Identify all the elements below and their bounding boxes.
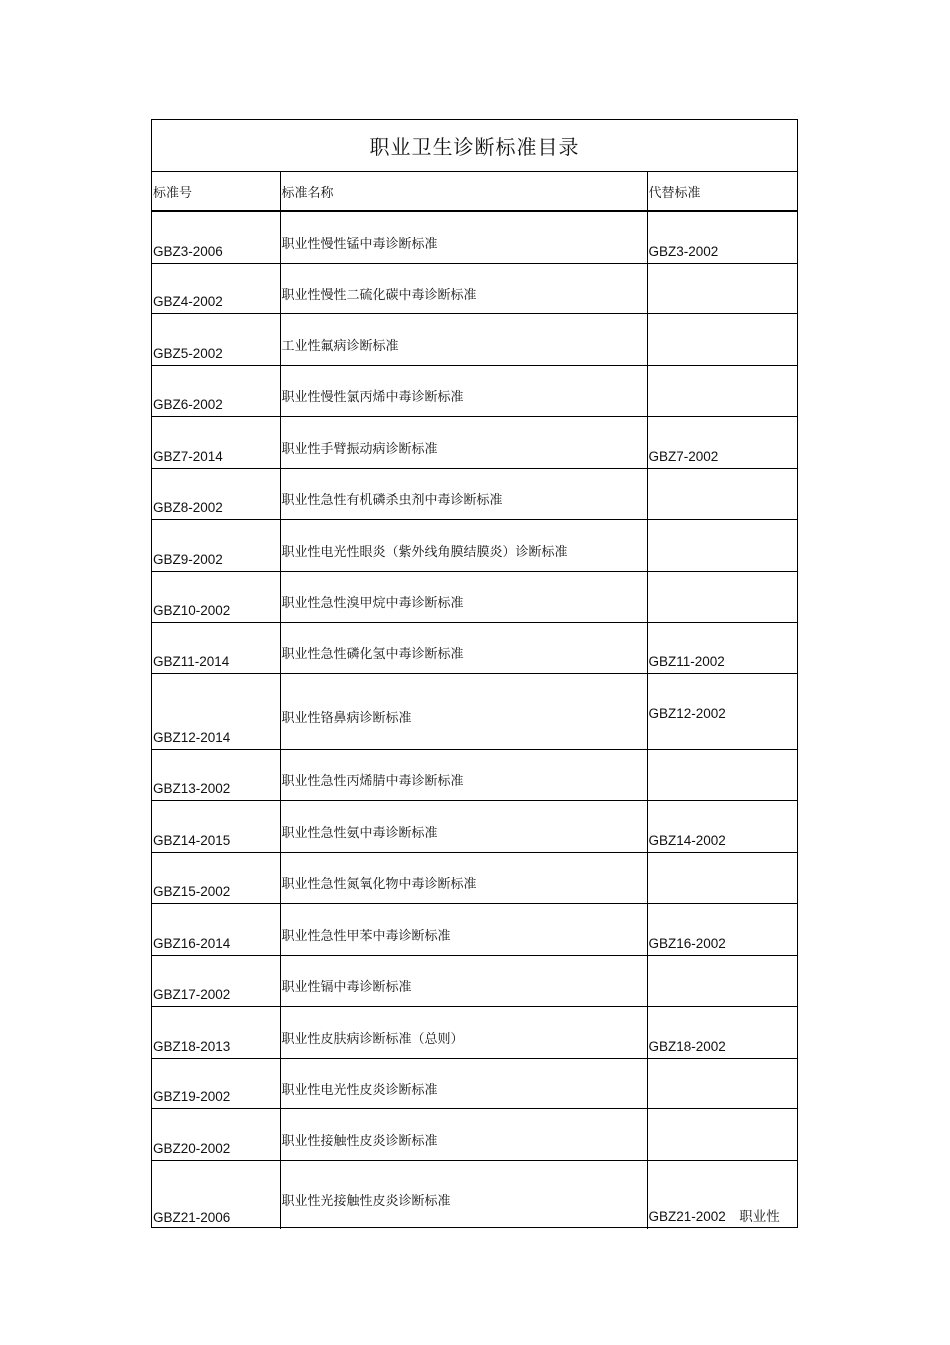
replaced-standard: GBZ18-2002 [647, 1006, 797, 1058]
standard-code: GBZ10-2002 [152, 571, 280, 622]
standard-code: GBZ6-2002 [152, 365, 280, 416]
table-row [152, 622, 797, 673]
replaced-standard [647, 1058, 797, 1108]
standard-code: GBZ15-2002 [152, 852, 280, 903]
replaced-standard: GBZ12-2002 [647, 673, 797, 749]
standard-code: GBZ3-2006 [152, 211, 280, 263]
standard-code: GBZ17-2002 [152, 955, 280, 1006]
replaced-standard [647, 263, 797, 313]
standard-name: 职业性电光性眼炎（紫外线角膜结膜炎）诊断标准 [280, 519, 647, 571]
replaced-standard [647, 852, 797, 903]
standard-name: 职业性镉中毒诊断标准 [280, 955, 647, 1006]
table-header-row [152, 172, 797, 211]
table-row [152, 1006, 797, 1058]
standard-code: GBZ16-2014 [152, 903, 280, 955]
table-row [152, 519, 797, 571]
replaced-standard [647, 519, 797, 571]
table-row [152, 571, 797, 622]
header-name: 标准名称 [280, 172, 647, 211]
standard-name: 职业性急性有机磷杀虫剂中毒诊断标准 [280, 468, 647, 519]
table-row [152, 313, 797, 365]
standard-code: GBZ18-2013 [152, 1006, 280, 1058]
table-row [152, 468, 797, 519]
replaced-standard [647, 365, 797, 416]
replaced-standard: GBZ14-2002 [647, 800, 797, 852]
replaced-standard: GBZ16-2002 [647, 903, 797, 955]
header-code: 标准号 [152, 172, 280, 211]
table-row [152, 1058, 797, 1108]
table-row [152, 749, 797, 800]
table-row [152, 416, 797, 468]
table-row [152, 365, 797, 416]
standard-name: 职业性急性甲苯中毒诊断标准 [280, 903, 647, 955]
standard-code: GBZ13-2002 [152, 749, 280, 800]
table-row [152, 1108, 797, 1160]
table-row [152, 955, 797, 1006]
catalog-sheet [151, 119, 798, 1228]
standard-name: 职业性急性丙烯腈中毒诊断标准 [280, 749, 647, 800]
replaced-standard [647, 955, 797, 1006]
standard-code: GBZ4-2002 [152, 263, 280, 313]
replaced-standard: GBZ11-2002 [647, 622, 797, 673]
table-row [152, 263, 797, 313]
replaced-standard [647, 571, 797, 622]
standard-name: 职业性慢性二硫化碳中毒诊断标准 [280, 263, 647, 313]
standard-code: GBZ7-2014 [152, 416, 280, 468]
standard-code: GBZ11-2014 [152, 622, 280, 673]
standard-name: 职业性接触性皮炎诊断标准 [280, 1108, 647, 1160]
table-row [152, 673, 797, 749]
standard-code: GBZ8-2002 [152, 468, 280, 519]
standard-name: 职业性铬鼻病诊断标准 [280, 673, 647, 749]
replaced-standard [647, 749, 797, 800]
table-row [152, 1160, 797, 1229]
table-row [152, 800, 797, 852]
standard-name: 职业性急性磷化氢中毒诊断标准 [280, 622, 647, 673]
standard-name: 职业性慢性氯丙烯中毒诊断标准 [280, 365, 647, 416]
replaced-standard [647, 1108, 797, 1160]
replaced-standard: GBZ3-2002 [647, 211, 797, 263]
replaced-standard [647, 468, 797, 519]
standard-code: GBZ19-2002 [152, 1058, 280, 1108]
standard-code: GBZ9-2002 [152, 519, 280, 571]
replaced-standard [647, 313, 797, 365]
standard-code: GBZ21-2006 [152, 1160, 280, 1229]
header-replaces: 代替标准 [647, 172, 797, 211]
standard-name: 职业性皮肤病诊断标准（总则） [280, 1006, 647, 1058]
standard-name: 职业性电光性皮炎诊断标准 [280, 1058, 647, 1108]
standard-name: 职业性急性氨中毒诊断标准 [280, 800, 647, 852]
standard-name: 职业性手臂振动病诊断标准 [280, 416, 647, 468]
standard-name: 职业性光接触性皮炎诊断标准 [280, 1160, 647, 1229]
table-row [152, 211, 797, 263]
standard-name: 职业性慢性锰中毒诊断标准 [280, 211, 647, 263]
replaced-standard: GBZ7-2002 [647, 416, 797, 468]
standard-name: 职业性急性氮氧化物中毒诊断标准 [280, 852, 647, 903]
standard-name: 职业性急性溴甲烷中毒诊断标准 [280, 571, 647, 622]
standard-code: GBZ5-2002 [152, 313, 280, 365]
standard-code: GBZ20-2002 [152, 1108, 280, 1160]
standard-name: 工业性氟病诊断标准 [280, 313, 647, 365]
document-title: 职业卫生诊断标准目录 [152, 120, 797, 172]
standard-code: GBZ12-2014 [152, 673, 280, 749]
table-row [152, 903, 797, 955]
replaced-standard: GBZ21-2002 职业性 [648, 1209, 780, 1224]
standards-table [152, 172, 797, 1229]
standard-code: GBZ14-2015 [152, 800, 280, 852]
table-row [152, 852, 797, 903]
